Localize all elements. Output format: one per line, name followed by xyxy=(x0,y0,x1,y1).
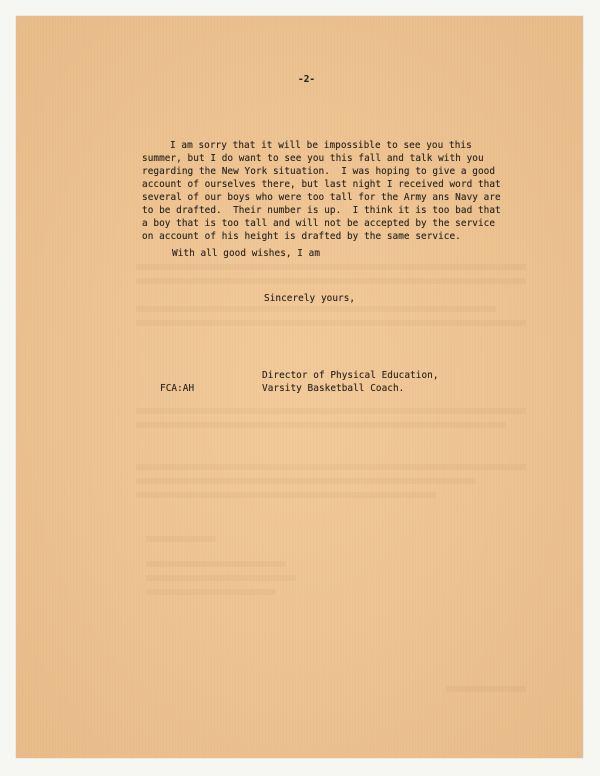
bleed-through-mark xyxy=(136,464,526,470)
bleed-through-mark xyxy=(146,575,296,581)
bleed-through-mark xyxy=(136,478,476,484)
bleed-through-mark xyxy=(136,306,496,312)
signature-title-coach: Varsity Basketball Coach. xyxy=(262,383,405,394)
signature-title-director: Director of Physical Education, xyxy=(262,370,439,381)
letter-body-line: regarding the New York situation. I was hoping to give a good xyxy=(142,166,496,177)
bleed-through-mark xyxy=(446,686,526,692)
letter-body-line: account of ourselves there, but last night I received word that xyxy=(142,179,501,190)
letter-body-line: summer, but I do want to see you this fall and talk with you xyxy=(142,153,484,164)
bleed-through-mark xyxy=(146,561,286,567)
bleed-through-mark xyxy=(136,492,436,498)
bleed-through-mark xyxy=(136,408,526,414)
closing-line: With all good wishes, I am xyxy=(172,248,321,259)
valediction: Sincerely yours, xyxy=(264,293,356,304)
bleed-through-mark xyxy=(136,320,526,326)
bleed-through-mark xyxy=(146,589,276,595)
letter-body-line: several of our boys who were too tall for the Army ans Navy are xyxy=(142,192,501,203)
bleed-through-mark xyxy=(136,422,506,428)
bleed-through-mark xyxy=(136,264,526,270)
letter-body-line: to be drafted. Their number is up. I think it is too bad that xyxy=(142,205,501,216)
bleed-through-mark xyxy=(146,536,216,542)
letter-body-line: on account of his height is drafted by the same service. xyxy=(142,231,461,242)
letter-body-line: a boy that is too tall and will not be accepted by the service xyxy=(142,218,496,229)
reference-initials: FCA:AH xyxy=(160,383,195,394)
letter-body-line: I am sorry that it will be impossible to see you this xyxy=(170,140,472,151)
page-number: -2- xyxy=(298,74,316,85)
bleed-through-mark xyxy=(136,278,526,284)
